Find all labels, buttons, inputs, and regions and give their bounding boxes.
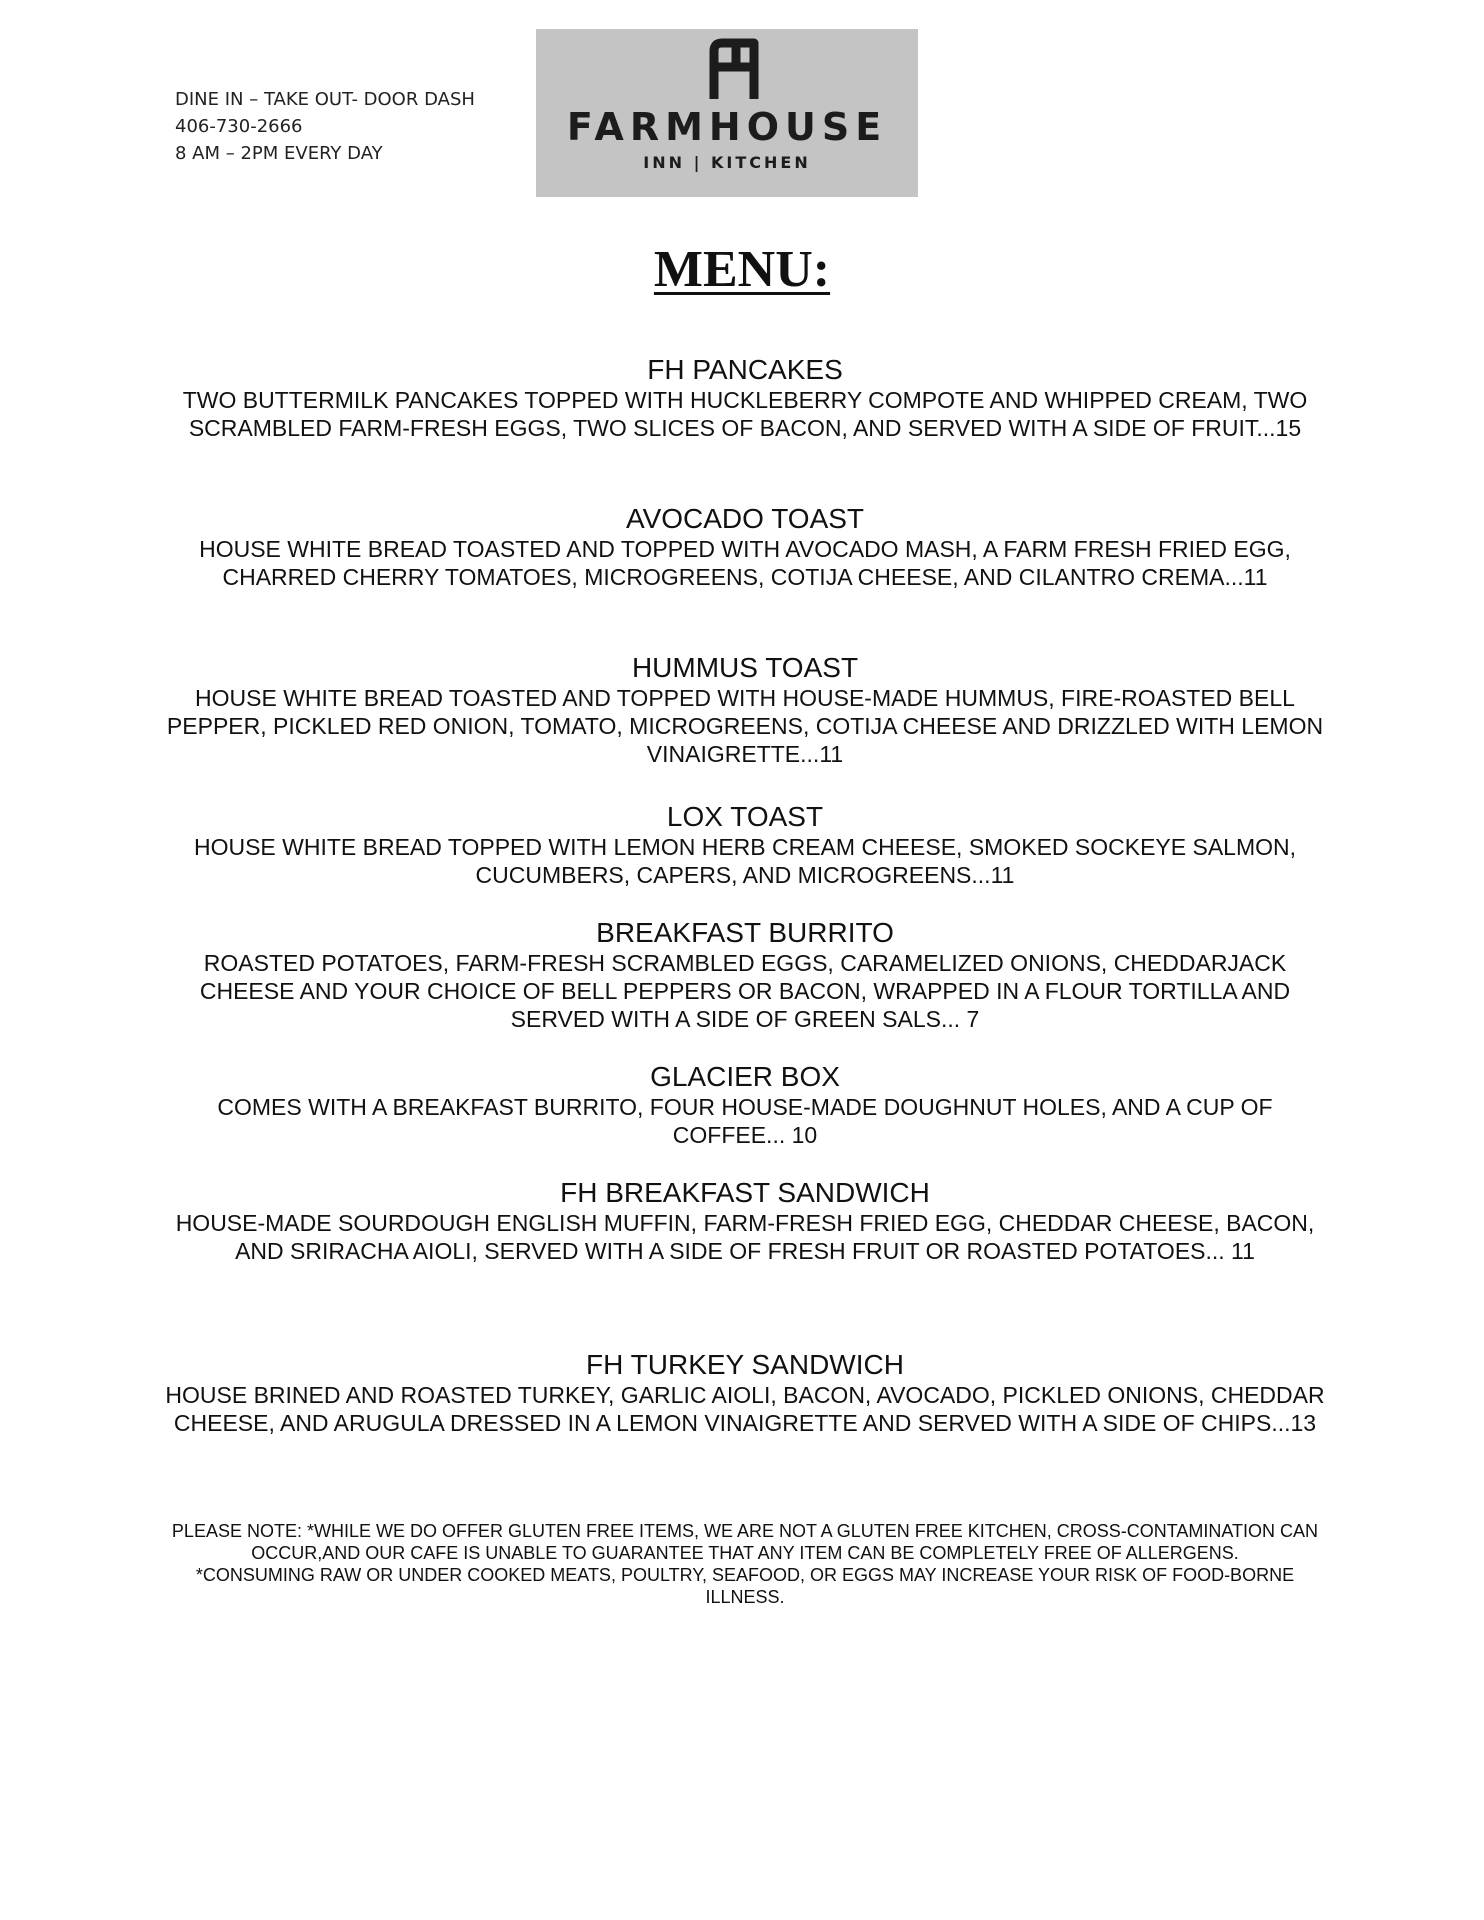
menu-item-name: FH BREAKFAST SANDWICH [560,1177,930,1208]
menu-item-description: ROASTED POTATOES, FARM-FRESH SCRAMBLED EGGS, CARAMELIZED ONIONS, CHEDDARJACK CHEESE AND YOUR CHOICE OF BELL PEPPERS OR BACON, WRAPPED IN A FLOUR TORTILLA AND SERVED WITH A SIDE OF GREEN SALS... 7 [199,950,1291,1032]
menu-item-name: AVOCADO TOAST [625,503,865,534]
logo-wordmark: FARMHOUSE [566,105,888,149]
menu-item-description: COMES WITH A BREAKFAST BURRITO, FOUR HOUSE-MADE DOUGHNUT HOLES, AND A CUP OF COFFEE... 10 [217,1094,1273,1148]
gluten-free-note: PLEASE NOTE: *WHILE WE DO OFFER GLUTEN FREE ITEMS, WE ARE NOT A GLUTEN FREE KITCHEN, CROSS-CONTAMINATION CAN OCCUR,AND OUR CAFE IS UNABLE TO GUARANTEE THAT ANY ITEM CAN BE COMPLETELY FREE OF ALLERGENS. [171,1521,1319,1563]
fh-monogram-icon [536,29,918,109]
opening-hours: 8 AM – 2PM EVERY DAY [175,143,383,164]
menu-item [160,1061,1330,1149]
menu-item-name: GLACIER BOX [650,1061,840,1092]
menu-item [160,917,1330,1033]
menu-item-description: TWO BUTTERMILK PANCAKES TOPPED WITH HUCKLEBERRY COMPOTE AND WHIPPED CREAM, TWO SCRAMBLED FARM-FRESH EGGS, TWO SLICES OF BACON, AND SERVED WITH A SIDE OF FRUIT...15 [182,387,1308,441]
menu-item-description: HOUSE WHITE BREAD TOASTED AND TOPPED WITH AVOCADO MASH, A FARM FRESH FRIED EGG, CHARRED CHERRY TOMATOES, MICROGREENS, COTIJA CHEESE, AND CILANTRO CREMA...11 [199,536,1291,590]
restaurant-info [175,86,475,167]
menu-item-name: FH TURKEY SANDWICH [586,1349,904,1380]
menu-item [160,354,1330,442]
menu-item [160,801,1330,889]
menu-item-name: FH PANCAKES [647,354,843,385]
menu-item-description: HOUSE-MADE SOURDOUGH ENGLISH MUFFIN, FARM-FRESH FRIED EGG, CHEDDAR CHEESE, BACON, AND SRIRACHA AIOLI, SERVED WITH A SIDE OF FRESH FRUIT OR ROASTED POTATOES... 11 [175,1210,1315,1264]
farmhouse-logo [536,29,918,197]
menu-item-name: LOX TOAST [666,801,824,832]
menu-item [160,1177,1330,1265]
menu-item [160,503,1330,591]
menu-item-description: HOUSE BRINED AND ROASTED TURKEY, GARLIC AIOLI, BACON, AVOCADO, PICKLED ONIONS, CHEDDAR CHEESE, AND ARUGULA DRESSED IN A LEMON VINAIGRETTE AND SERVED WITH A SIDE OF CHIPS...13 [165,1382,1325,1436]
page-title: MENU: [653,241,831,298]
menu-item-name: BREAKFAST BURRITO [596,917,894,948]
logo-tagline: INN | KITCHEN [643,153,811,172]
menu-item [160,652,1330,768]
menu-item [160,1349,1330,1437]
service-options: DINE IN – TAKE OUT- DOOR DASH [175,89,475,110]
phone-number: 406-730-2666 [175,116,303,137]
allergy-notice [170,1520,1320,1608]
menu-item-description: HOUSE WHITE BREAD TOASTED AND TOPPED WITH HOUSE-MADE HUMMUS, FIRE-ROASTED BELL PEPPER, PICKLED RED ONION, TOMATO, MICROGREENS, COTIJA CHEESE AND DRIZZLED WITH LEMON VINAIGRETTE...11 [166,685,1324,767]
raw-food-warning: *CONSUMING RAW OR UNDER COOKED MEATS, POULTRY, SEAFOOD, OR EGGS MAY INCREASE YOUR RISK OF FOOD-BORNE ILLNESS. [195,1565,1295,1607]
menu-item-description: HOUSE WHITE BREAD TOPPED WITH LEMON HERB CREAM CHEESE, SMOKED SOCKEYE SALMON, CUCUMBERS, CAPERS, AND MICROGREENS...11 [193,834,1297,888]
menu-item-name: HUMMUS TOAST [631,652,859,683]
